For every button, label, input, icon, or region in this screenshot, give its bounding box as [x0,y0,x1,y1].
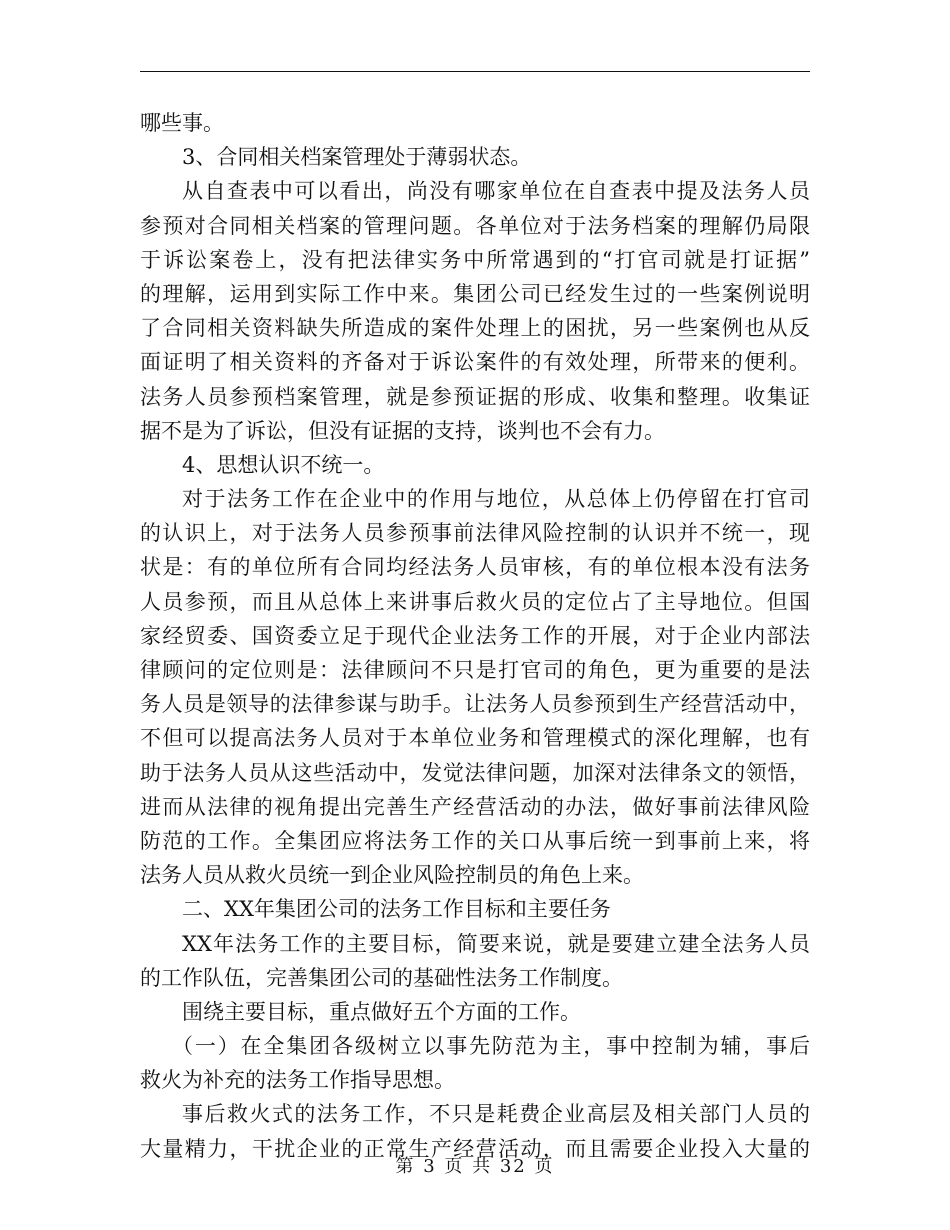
text-line: 大量精力，干扰企业的正常生产经营活动，而且需要企业投入大量的 [140,1136,810,1161]
text-line: 从自查表中可以看出，尚没有哪家单位在自查表中提及法务人员 [182,179,810,204]
text-line: 据不是为了诉讼，但没有证据的支持，谈判也不会有力。 [140,418,665,443]
text-line: 法务人员从救火员统一到企业风险控制员的角色上来。 [140,863,644,888]
text-line: 面证明了相关资料的齐备对于诉讼案件的有效处理，所带来的便利。 [140,350,810,375]
text-line: 的工作队伍，完善集团公司的基础性法务工作制度。 [140,965,623,990]
text-line: 对于法务工作在企业中的作用与地位，从总体上仍停留在打官司 [182,487,810,512]
text-line: 4、思想认识不统一。 [182,452,385,477]
text-line: 家经贸委、国资委立足于现代企业法务工作的开展，对于企业内部法 [140,623,810,648]
page-footer: 第 3 页 共 32 页 [395,1156,555,1177]
document-body [140,106,810,1166]
text-line: 的认识上，对于法务人员参预事前法律风险控制的认识并不统一，现 [140,521,810,546]
text-line: 务人员是领导的法律参谋与助手。让法务人员参预到生产经营活动中， [140,692,810,717]
text-line: XX年法务工作的主要目标，简要来说，就是要建立建全法务人员 [182,931,810,956]
text-line: 状是：有的单位所有合同均经法务人员审核，有的单位根本没有法务 [140,555,810,580]
text-line: 了合同相关资料缺失所造成的案件处理上的困扰，另一些案例也从反 [140,316,810,341]
text-line: 于诉讼案卷上，没有把法律实务中所常遇到的“打官司就是打证据” [140,247,810,272]
header-rule [140,71,810,72]
text-line: 法务人员参预档案管理，就是参预证据的形成、收集和整理。收集证 [140,384,810,409]
text-line: 围绕主要目标，重点做好五个方面的工作。 [182,999,581,1024]
text-line: 进而从法律的视角提出完善生产经营活动的办法，做好事前法律风险 [140,794,810,819]
text-line: 二、XX年集团公司的法务工作目标和主要任务 [182,897,611,922]
text-line: 助于法务人员从这些活动中，发觉法律问题，加深对法律条文的领悟， [140,760,810,785]
text-line: 3、合同相关档案管理处于薄弱状态。 [182,145,532,170]
text-line: （一）在全集团各级树立以事先防范为主，事中控制为辅，事后 [172,1034,810,1059]
text-line: 参预对合同相关档案的管理问题。各单位对于法务档案的理解仍局限 [140,213,810,238]
text-line: 人员参预，而且从总体上来讲事后救火员的定位占了主导地位。但国 [140,589,810,614]
text-line: 律顾问的定位则是：法律顾问不只是打官司的角色，更为重要的是法 [140,658,810,682]
text-line: 救火为补充的法务工作指导思想。 [140,1068,455,1093]
text-line: 事后救火式的法务工作，不只是耗费企业高层及相关部门人员的 [182,1102,810,1127]
text-line: 防范的工作。全集团应将法务工作的关口从事后统一到事前上来，将 [140,828,810,853]
text-line: 的理解，运用到实际工作中来。集团公司已经发生过的一些案例说明 [140,281,810,306]
text-line: 哪些事。 [140,111,224,135]
text-line: 不但可以提高法务人员对于本单位业务和管理模式的深化理解，也有 [140,726,810,751]
